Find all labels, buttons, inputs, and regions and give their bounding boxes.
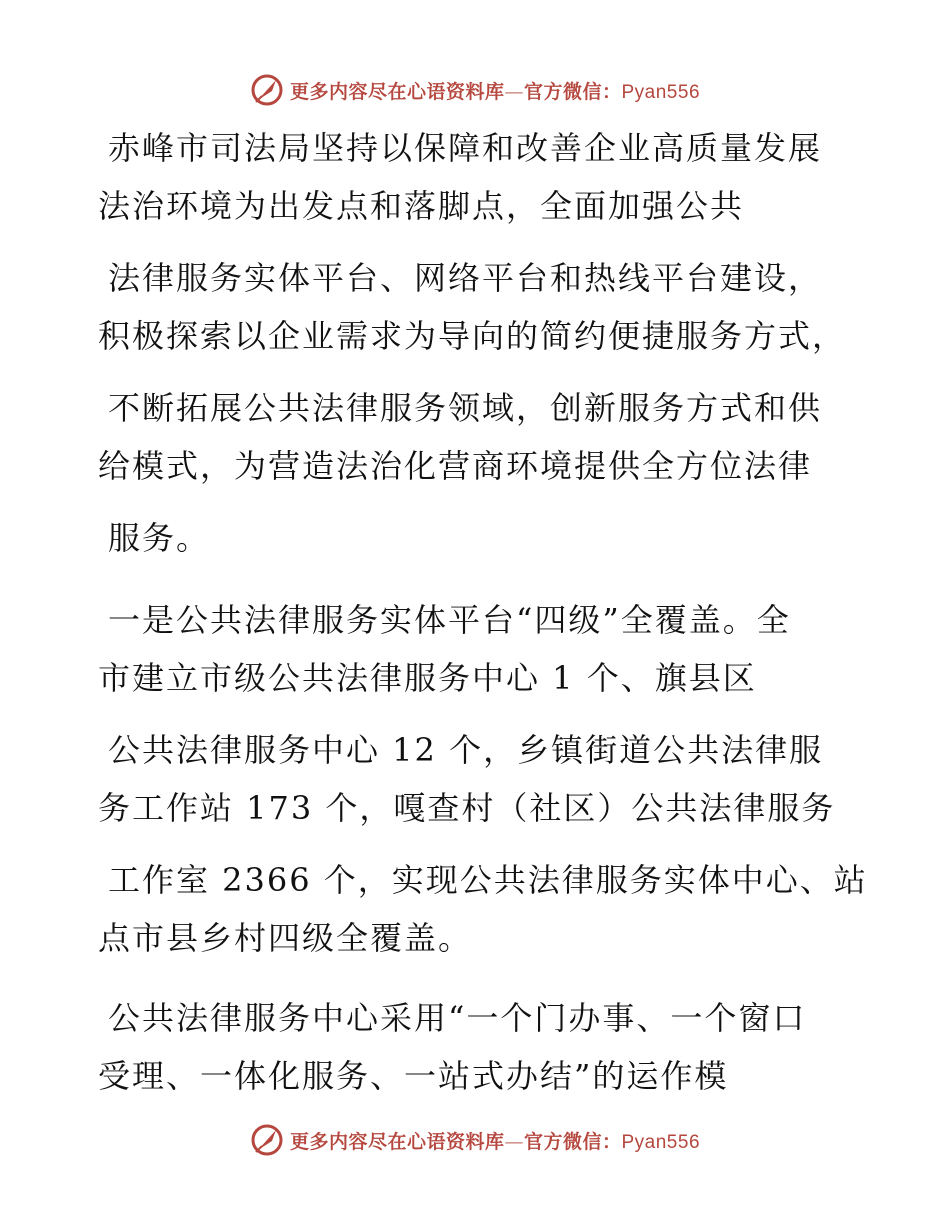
- quill-pen-logo-icon: [250, 1123, 284, 1157]
- header-watermark: [0, 70, 950, 110]
- text-line: 赤峰市司法局坚持以保障和改善企业高质量发展: [108, 129, 823, 167]
- text-line: 公共法律服务中心采用“一个门办事、一个窗口: [108, 999, 807, 1037]
- text-line: 服务。: [108, 519, 211, 557]
- text-line: 法律服务实体平台、网络平台和热线平台建设，: [108, 259, 823, 297]
- footer-watermark: [0, 1120, 950, 1160]
- watermark-wechat-id: Pyan556: [621, 1131, 701, 1153]
- watermark-dash: —: [504, 80, 524, 103]
- text-line: 工作室 2366 个，实现公共法律服务实体中心、站: [108, 861, 868, 899]
- text-line: 公共法律服务中心 12 个，乡镇街道公共法律服: [108, 731, 824, 769]
- text-line: 法治环境为出发点和落脚点，全面加强公共: [98, 187, 745, 225]
- watermark-site-text: 更多内容尽在心语资料库: [289, 1130, 505, 1153]
- text-line: 受理、一体化服务、一站式办结”的运作模: [98, 1057, 729, 1095]
- quill-pen-logo-icon: [250, 73, 284, 107]
- watermark-wechat-label: 官方微信：: [523, 1130, 622, 1153]
- text-line: 给模式，为营造法治化营商环境提供全方位法律: [98, 447, 813, 485]
- text-line: 一是公共法律服务实体平台“四级”全覆盖。全: [108, 601, 791, 639]
- watermark-wechat-label: 官方微信：: [523, 80, 622, 103]
- text-line: 点市县乡村四级全覆盖。: [98, 919, 473, 957]
- text-line: 市建立市级公共法律服务中心 1 个、旗县区: [98, 659, 757, 697]
- watermark-site-text: 更多内容尽在心语资料库: [289, 80, 505, 103]
- watermark-wechat-id: Pyan556: [621, 81, 701, 103]
- text-line: 不断拓展公共法律服务领域，创新服务方式和供: [108, 389, 823, 427]
- watermark-dash: —: [504, 1130, 524, 1153]
- text-line: 务工作站 173 个，嘎查村（社区）公共法律服务: [98, 789, 836, 827]
- text-line: 积极探索以企业需求为导向的简约便捷服务方式，: [98, 317, 847, 355]
